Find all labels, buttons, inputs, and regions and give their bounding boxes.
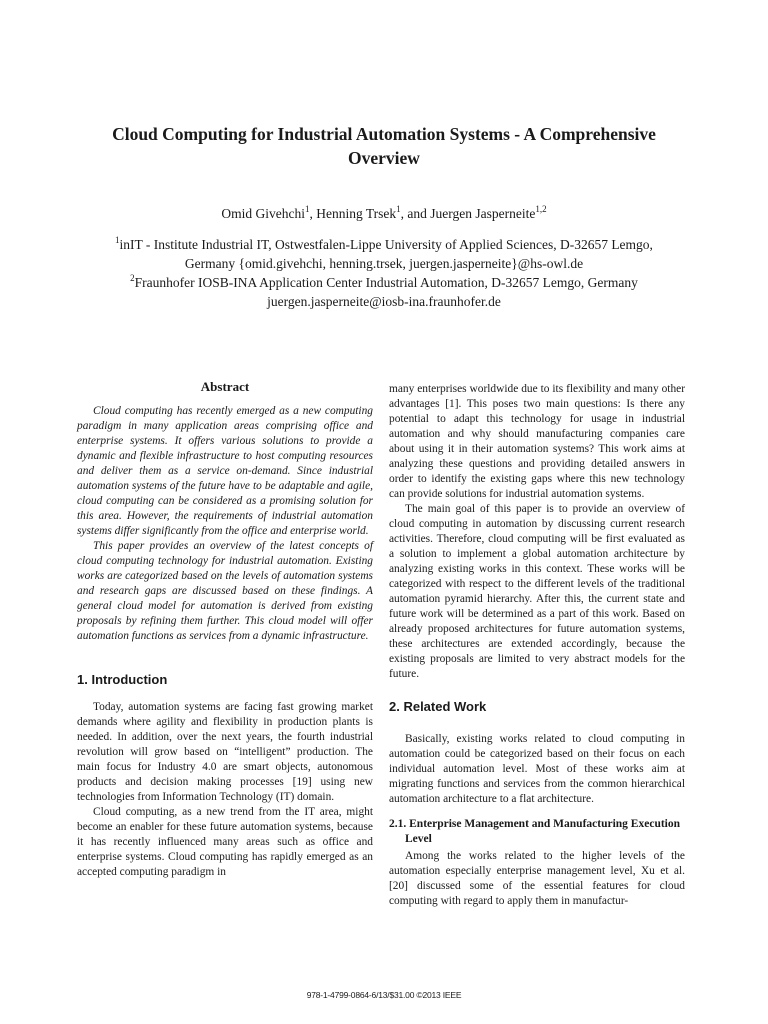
author-name: Henning Trsek <box>316 206 397 221</box>
author-name: Juergen Jasperneite <box>430 206 536 221</box>
affiliation-2-line-1 <box>40 273 728 292</box>
affiliation-2-line-2: juergen.jasperneite@iosb-ina.fraunhofer.de <box>267 294 501 309</box>
author-affiliation-mark: 1 <box>396 203 401 214</box>
introduction-paragraph-3: The main goal of this paper is to provide an overview of cloud computing in automation by discussing current research activities. Therefore, cloud computing will be first evaluated as a solution to implement a global automation architecture by analyzing existing works in this context. These works will be categorized with respect to the different levels of the traditional automation pyramid hierarchy. After this, the current state and future work will be determined as a part of this work. Based on already proposed architectures for future automation systems, these architectures are extended accordingly, because the existing proposals are limited to very abstract models for the future. <box>389 503 685 680</box>
abstract-paragraph-2: This paper provides an overview of the latest concepts of cloud computing technology for industrial automation. Existing works are categorized based on the levels of automation systems and research gaps are discussed based on these findings. A general cloud model for automation is derived from existing proposals by refining them further. This cloud model will offer automation functions as services from a dynamic infrastructure. <box>77 540 373 642</box>
paper-title <box>60 122 708 170</box>
abstract-section <box>77 378 373 644</box>
subsection-heading: 2.1. Enterprise Management and Manufacturing Execution Level <box>389 818 681 845</box>
affiliation-text: inIT - Institute Industrial IT, Ostwestfalen-Lippe University of Applied Sciences, D-32657 Lemgo, <box>119 237 653 252</box>
affiliation-1-line-2: Germany {omid.givehchi, henning.trsek, juergen.jasperneite}@hs-owl.de <box>184 256 584 271</box>
introduction-paragraph-1: Today, automation systems are facing fast growing market demands where agility and flexibility in production plants is needed. In addition, over the next years, the fourth industrial revolution will grow based on “intelligent” production. The main focus for Industry 4.0 are smart objects, autonomous products and decision making processes [19] using new technologies from Information Technology (IT) domain. <box>77 701 373 803</box>
author-name: Omid Givehchi <box>221 206 305 221</box>
author-list <box>60 204 708 224</box>
abstract-heading: Abstract <box>200 379 250 394</box>
related-work-paragraph-1: Basically, existing works related to cloud computing in automation could be categorized based on their focus on each individual automation level. Most of these works aim at migrating functions and services from the common hierarchical automation architecture to a flat architecture. <box>389 733 685 805</box>
affiliation-mark: 1 <box>115 234 120 245</box>
paper-title-line-1: Cloud Computing for Industrial Automation Systems - A Comprehensive <box>112 124 656 144</box>
introduction-paragraph-2: Cloud computing, as a new trend from the IT area, might become an enabler for these future automation systems, because it has recently influenced many areas such as office and enterprise systems. Cloud computing has rapidly emerged as an accepted computing paradigm in <box>77 806 373 878</box>
author-affiliation-mark: 1,2 <box>535 203 547 214</box>
affiliation-mark: 2 <box>130 272 135 283</box>
introduction-heading: 1. Introduction <box>77 672 168 687</box>
author-separator: , <box>309 206 317 221</box>
affiliations <box>40 235 728 311</box>
copyright-footer: 978-1-4799-0864-6/13/$31.00 ©2013 IEEE <box>306 990 462 1000</box>
author-affiliation-mark: 1 <box>305 203 310 214</box>
abstract-paragraph-1: Cloud computing has recently emerged as a new computing paradigm in many application areas comprising office and enterprise systems. It offers various solutions to provide a dynamic and flexible infrastructure to host computing resources and deliver them as a service on-demand. Since industrial automation systems of the future have to be adaptable and agile, cloud computing can be considered as a promising solution for this area. However, the requirements of industrial automation systems differ significantly from the office and enterprise world. <box>77 405 373 537</box>
related-work-paragraph-2: Among the works related to the higher levels of the automation especially enterprise management level, Xu et al. [20] discussed some of the essential features for cloud computing with regard to apply them in manufactur- <box>389 850 685 907</box>
introduction-paragraph-2-continued: many enterprises worldwide due to its flexibility and many other advantages [1]. This poses two main questions: Is there any potential to adapt this technology for usage in industrial automation and why should manufacturing companies care about using it in their automation systems? This work aims at analyzing these questions and providing detailed answers in order to identify the existing gaps where this new technology can provide solutions for industrial automation systems. <box>389 383 685 500</box>
related-work-heading: 2. Related Work <box>389 699 487 714</box>
author-separator: , and <box>400 206 431 221</box>
affiliation-1-line-1 <box>40 235 728 254</box>
paper-title-line-2: Overview <box>348 148 420 168</box>
right-column <box>389 382 685 909</box>
affiliation-text: Fraunhofer IOSB-INA Application Center Industrial Automation, D-32657 Lemgo, Germany <box>134 275 638 290</box>
left-column <box>77 378 373 880</box>
